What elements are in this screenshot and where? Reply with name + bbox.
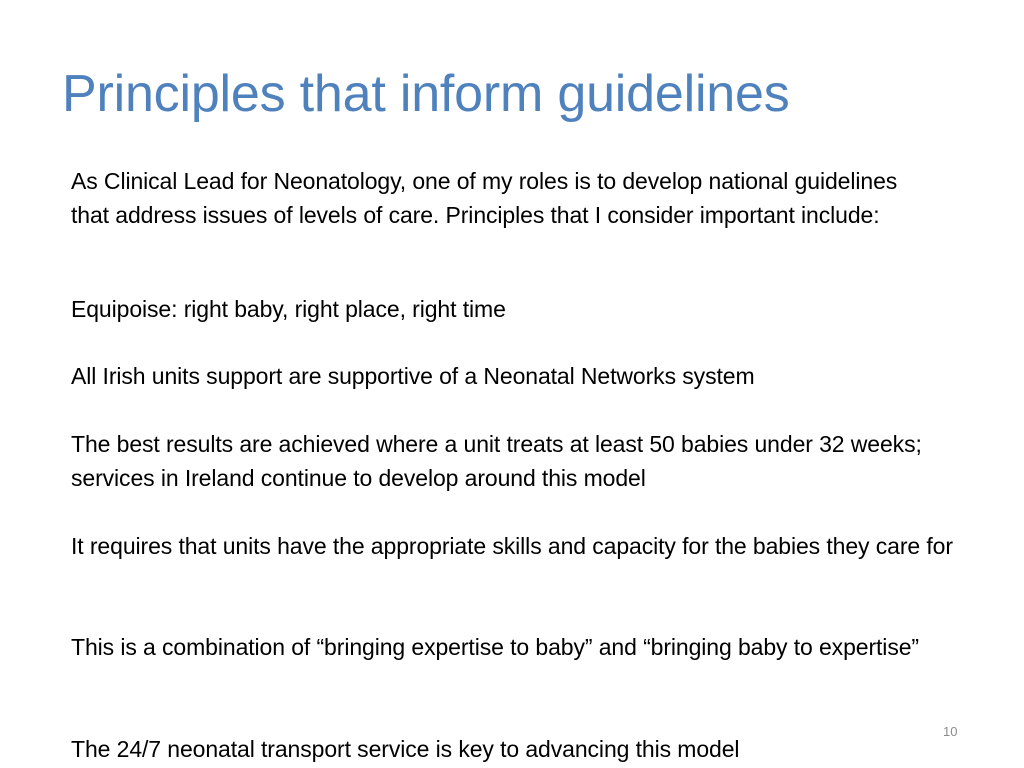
slide-title: Principles that inform guidelines	[62, 65, 790, 123]
principle-paragraph-6: The 24/7 neonatal transport service is key to advancing this model	[71, 736, 740, 762]
principle-paragraph-2: All Irish units support are supportive of a Neonatal Networks system	[71, 363, 755, 389]
intro-paragraph: As Clinical Lead for Neonatology, one of my roles is to develop national guidelines that address issues of levels of care. Principles that I consider important include:	[71, 168, 898, 228]
principle-paragraph-3: The best results are achieved where a unit treats at least 50 babies under 32 weeks; services in Ireland continue to develop around this model	[71, 431, 922, 491]
page-number: 10	[943, 724, 958, 739]
principle-paragraph-4: It requires that units have the appropriate skills and capacity for the babies they care for	[71, 533, 953, 559]
principle-paragraph-1: Equipoise: right baby, right place, right time	[71, 296, 506, 322]
principle-paragraph-5: This is a combination of “bringing expertise to baby” and “bringing baby to expertise”	[71, 634, 919, 660]
